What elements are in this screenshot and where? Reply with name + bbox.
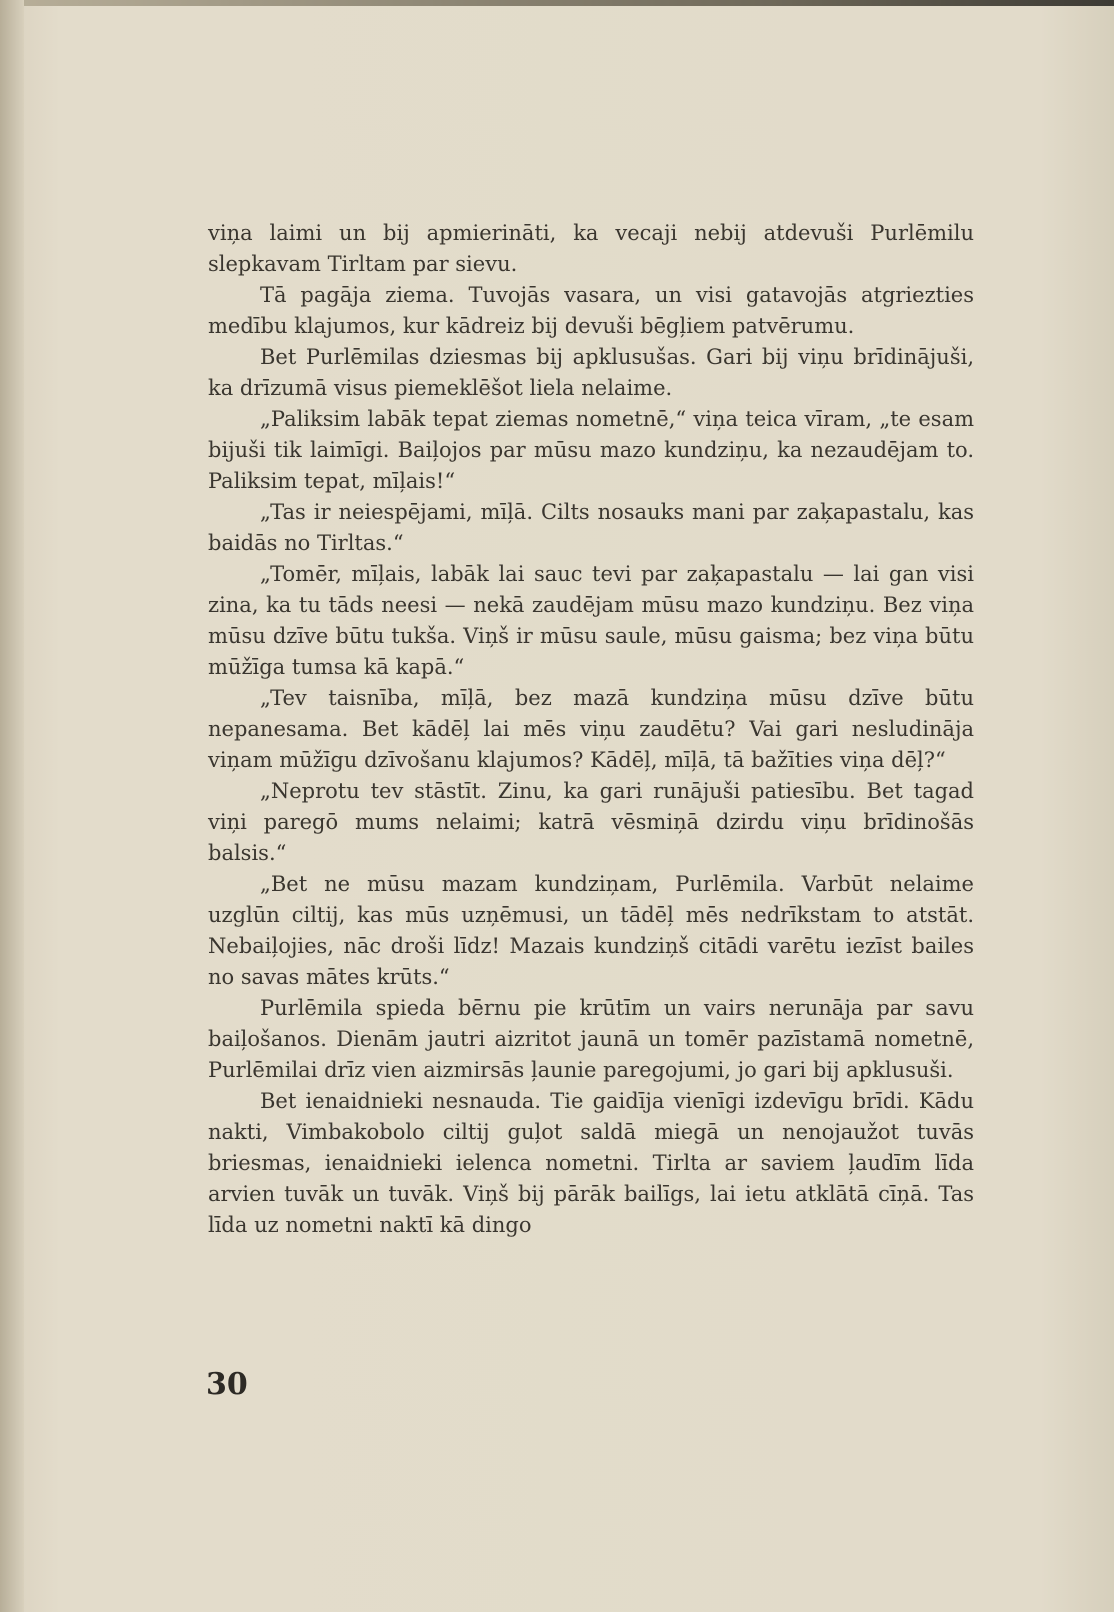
paragraph: Tā pagāja ziema. Tuvojās vasara, un visi gatavojās atgriezties medību klajumos, kur kādreiz bij devuši bēgļiem patvērumu. bbox=[208, 283, 974, 338]
paragraph: Bet ienaidnieki nesnauda. Tie gaidīja vienīgi izdevīgu brīdi. Kādu nakti, Vimbakobolo ciltij guļot saldā miegā un nenojaužot tuvās briesmas, ienaidnieki ielenca nometni. Tirlta ar saviem ļaudīm līda arvien tuvāk un tuvāk. Viņš bij pārāk bailīgs, lai ietu atklātā cīņā. Tas līda uz nometni naktī kā dingo bbox=[208, 1089, 974, 1237]
paragraph: „Tev taisnība, mīļā, bez mazā kundziņa mūsu dzīve būtu nepanesama. Bet kādēļ lai mēs viņu zaudētu? Vai gari nesludināja viņam mūžīgu dzīvošanu klajumos? Kādēļ, mīļā, tā bažīties viņa dēļ?“ bbox=[208, 686, 974, 772]
page-top-edge bbox=[0, 0, 1114, 6]
paragraph: „Bet ne mūsu mazam kundziņam, Purlēmila. Varbūt nelaime uzglūn ciltij, kas mūs uzņēmusi, un tādēļ mēs nedrīkstam to atstāt. Nebaiļojies, nāc droši līdz! Mazais kundziņš citādi varētu iezīst bailes no savas mātes krūts.“ bbox=[208, 872, 974, 989]
page-binding-edge bbox=[0, 0, 24, 1612]
paragraph: „Tomēr, mīļais, labāk lai sauc tevi par zaķapastalu — lai gan visi zina, ka tu tāds neesi — nekā zaudējam mūsu mazo kundziņu. Bez viņa mūsu dzīve būtu tukša. Viņš ir mūsu saule, mūsu gaisma; bez viņa būtu mūžīga tumsa kā kapā.“ bbox=[208, 562, 974, 679]
paragraph: „Paliksim labāk tepat ziemas nometnē,“ viņa teica vīram, „te esam bijuši tik laimīgi. Baiļojos par mūsu mazo kundziņu, ka nezaudējam to. Paliksim tepat, mīļais!“ bbox=[208, 407, 974, 493]
paragraph: „Tas ir neiespējami, mīļā. Cilts nosauks mani par zaķapastalu, kas baidās no Tirltas.“ bbox=[208, 500, 974, 555]
page-number: 30 bbox=[206, 1367, 248, 1402]
paragraph: Bet Purlēmilas dziesmas bij apklusušas. Gari bij viņu brīdinājuši, ka drīzumā visus piemeklēšot liela nelaime. bbox=[208, 345, 974, 400]
body-text bbox=[208, 218, 974, 1241]
paragraph: „Neprotu tev stāstīt. Zinu, ka gari runājuši patiesību. Bet tagad viņi paregō mums nelaimi; katrā vēsmiņā dzirdu viņu brīdinošās balsis.“ bbox=[208, 779, 974, 865]
paragraph: Purlēmila spieda bērnu pie krūtīm un vairs nerunāja par savu baiļošanos. Dienām jautri aizritot jaunā un tomēr pazīstamā nometnē, Purlēmilai drīz vien aizmirsās ļaunie paregojumi, jo gari bij apklusuši. bbox=[208, 996, 974, 1082]
paragraph: viņa laimi un bij apmierināti, ka vecaji nebij atdevuši Purlēmilu slepkavam Tirltam par sievu. bbox=[208, 221, 974, 276]
